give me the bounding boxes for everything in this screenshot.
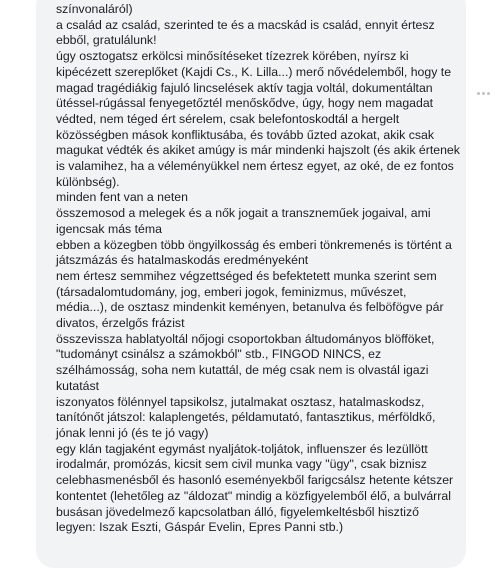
comment-text	[56, 2, 460, 536]
comment-line: minden fent van a neten	[56, 190, 188, 205]
comment-line: összemosod a melegek és a nők jogait a transzneműek jogaival, ami igencsak más téma	[56, 206, 431, 236]
comment-line: ebben a közegben több öngyilkosság és emberi tönkremenés is történt a játszmázás és hatalmaskodás eredményeként	[56, 237, 452, 268]
comment-line: nem értesz semmihez végzettséged és befektetett munka szerint sem (társadalomtudomány, jog, emberi jogok, feminizmus, művészet, média...), de osztasz mindenkit keményen, betanulva és felböfögve pár divatos, érzelgős frázist	[56, 268, 444, 331]
comment-line: iszonyatos fölénnyel tapsikolsz, jutalmakat osztasz, hatalmaskodsz, tanítónőt játszol: kalaplengetés, példamutató, fantasztikus, mérföldkő, jónak lenni jó (és te jó vagy)	[56, 394, 436, 440]
more-options-icon[interactable]	[474, 84, 492, 102]
dot-shape	[482, 92, 485, 95]
comment-line: úgy osztogatsz erkölcsi minősítéseket tízezrek körében, nyírsz ki kipécézett szereplőket (Kajdi Cs., K. Lilla...) merő nővédelemből, hogy te magad tragédiákig fajuló lincselések aktív tagja voltál, dokumentáltan ütéssel-rúgással fenyegetőztél menőskődve, úgy, hogy nem magadat védted, nem téged ért sérelem, csak belefontoskodtál a hergelt közösségben mások konfliktusába, és tovább űzted azokat, akik csak magukat védték és akiket amúgy is már mindenki hajszolt (és akik értenek is valamihez, ha a véleményükkel nem értesz egyet, az oké, de ez fontos különbség).	[56, 49, 460, 189]
dot-shape	[477, 92, 480, 95]
comment-line: egy klán tagjaként egymást nyaljátok-toljátok, influenszer és lezüllött irodalmár, promózás, kicsit sem civil munka vagy "ügy", csak biznisz celebhasmenésből és hasonló eseményekből farigcsálsz hetente kétszer kontentet (lehetőleg az "áldozat" mindig a közfigyelemből élő, a bulvárral busásan jövedelmező kapcsolatban álló, figyelemkeltésből hisztiző legyen: Iszak Eszti, Gáspár Evelin, Epres Panni stb.)	[56, 441, 454, 535]
comment-line: összevissza hablatyoltál nőjogi csoportokban áltudományos blöfföket, "tudományt csinálsz a számokból" stb., FINGOD NINCS, ez szélhámosság, soha nem kutattál, de még csak nem is olvastál igazi kutatást	[56, 331, 435, 393]
comment-line: színvonaláról)	[56, 2, 133, 16]
dot-shape	[487, 92, 490, 95]
comment-line: a család az család, szerinted te és a macskád is család, ennyit értesz ebből, gratulálunk!	[56, 17, 435, 48]
comment-bubble	[36, 0, 466, 568]
